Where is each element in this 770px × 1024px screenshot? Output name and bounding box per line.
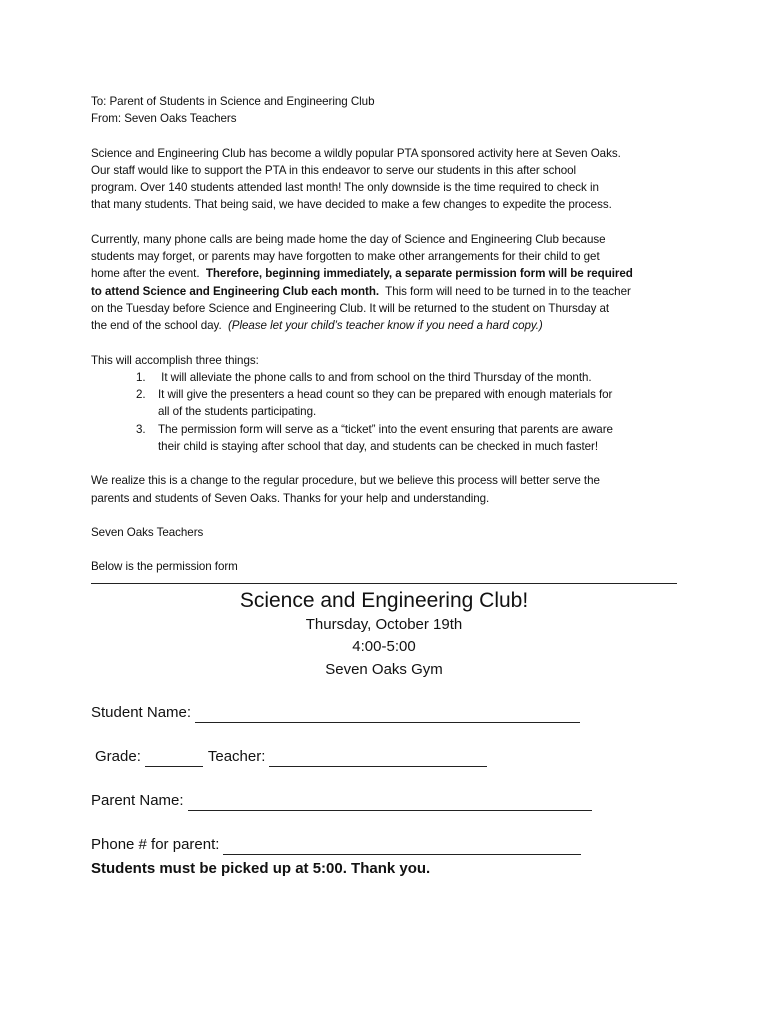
list-text: The permission form will serve as a “ticket” into the event ensuring that parents are aware [158, 422, 613, 436]
list-text: It will alleviate the phone calls to and from school on the third Thursday of the month. [158, 370, 592, 384]
text-line: Science and Engineering Club has become a wildly popular PTA sponsored activity here at Seven Oaks. [91, 146, 621, 160]
list-number: 2. [136, 388, 146, 402]
list-item [91, 386, 681, 421]
signature: Seven Oaks Teachers [91, 525, 204, 539]
text-run: home after the event. [91, 267, 206, 281]
memo-to: To: Parent of Students in Science and Engineering Club [91, 95, 375, 108]
letter-body [91, 93, 681, 576]
text-line: Our staff would like to support the PTA in this endeavor to serve our students in this after school [91, 163, 577, 177]
event-date: Thursday, October 19th [305, 615, 463, 633]
below-note: Below is the permission form [91, 560, 238, 574]
parent-phone-blank[interactable] [223, 839, 581, 855]
numbered-list [91, 369, 681, 455]
hard-copy-note: (Please let your child’s teacher know if you need a hard copy.) [227, 319, 543, 333]
pickup-note: Students must be picked up at 5:00. Thank you. [91, 860, 431, 878]
teacher-label: Teacher: [207, 748, 266, 766]
bold-notice-cont: to attend Science and Engineering Club each month. [91, 284, 380, 298]
list-intro: This will accomplish three things: [91, 353, 259, 367]
closing-paragraph [91, 472, 681, 507]
text-run: the end of the school day. [91, 319, 228, 333]
parent-phone-label: Phone # for parent: [91, 836, 220, 854]
list-item [91, 369, 681, 386]
memo-from: From: Seven Oaks Teachers [91, 112, 237, 126]
student-name-field [91, 703, 681, 723]
paragraph-intro [91, 145, 681, 214]
paragraph-permission [91, 231, 681, 335]
text-line: Currently, many phone calls are being made home the day of Science and Engineering Club because [91, 232, 606, 246]
bold-notice: Therefore, beginning immediately, a separate permission form will be required [205, 267, 633, 281]
grade-teacher-field [91, 747, 681, 767]
cut-divider [91, 583, 677, 584]
event-time: 4:00-5:00 [352, 638, 416, 656]
parent-name-blank[interactable] [188, 795, 592, 811]
teacher-blank[interactable] [269, 751, 487, 767]
memo-header [91, 93, 681, 128]
list-number: 3. [136, 422, 146, 436]
text-line [91, 265, 681, 282]
grade-label: Grade: [95, 748, 141, 766]
list-number: 1. [136, 370, 146, 384]
text-line [91, 283, 681, 300]
three-things-section [91, 352, 681, 456]
form-title: Science and Engineering Club! [239, 588, 529, 612]
text-run: This form will need to be turned in to the teacher [379, 284, 631, 298]
text-line: We realize this is a change to the regular procedure, but we believe this process will better serve the [91, 474, 600, 488]
parent-name-label: Parent Name: [91, 792, 184, 810]
grade-blank[interactable] [145, 751, 203, 767]
text-line [91, 317, 681, 334]
list-text: all of the students participating. [158, 405, 317, 419]
list-text: their child is staying after school that day, and students can be checked in much faster! [158, 440, 599, 454]
list-item [91, 421, 681, 456]
student-name-blank[interactable] [195, 707, 580, 723]
text-line: students may forget, or parents may have forgotten to make other arrangements for their child to get [91, 250, 600, 264]
event-location: Seven Oaks Gym [325, 660, 443, 678]
list-text: It will give the presenters a head count so they can be prepared with enough materials for [158, 388, 613, 402]
parent-name-field [91, 791, 681, 811]
text-line: parents and students of Seven Oaks. Thanks for your help and understanding. [91, 491, 490, 505]
text-line: on the Tuesday before Science and Engineering Club. It will be returned to the student on Thursday at [91, 301, 610, 315]
text-line: program. Over 140 students attended last month! The only downside is the time required to check in [91, 181, 599, 195]
letter-page [91, 93, 681, 879]
text-line: that many students. That being said, we have decided to make a few changes to expedite the process. [91, 198, 612, 212]
student-name-label: Student Name: [91, 704, 192, 722]
parent-phone-field [91, 835, 681, 855]
